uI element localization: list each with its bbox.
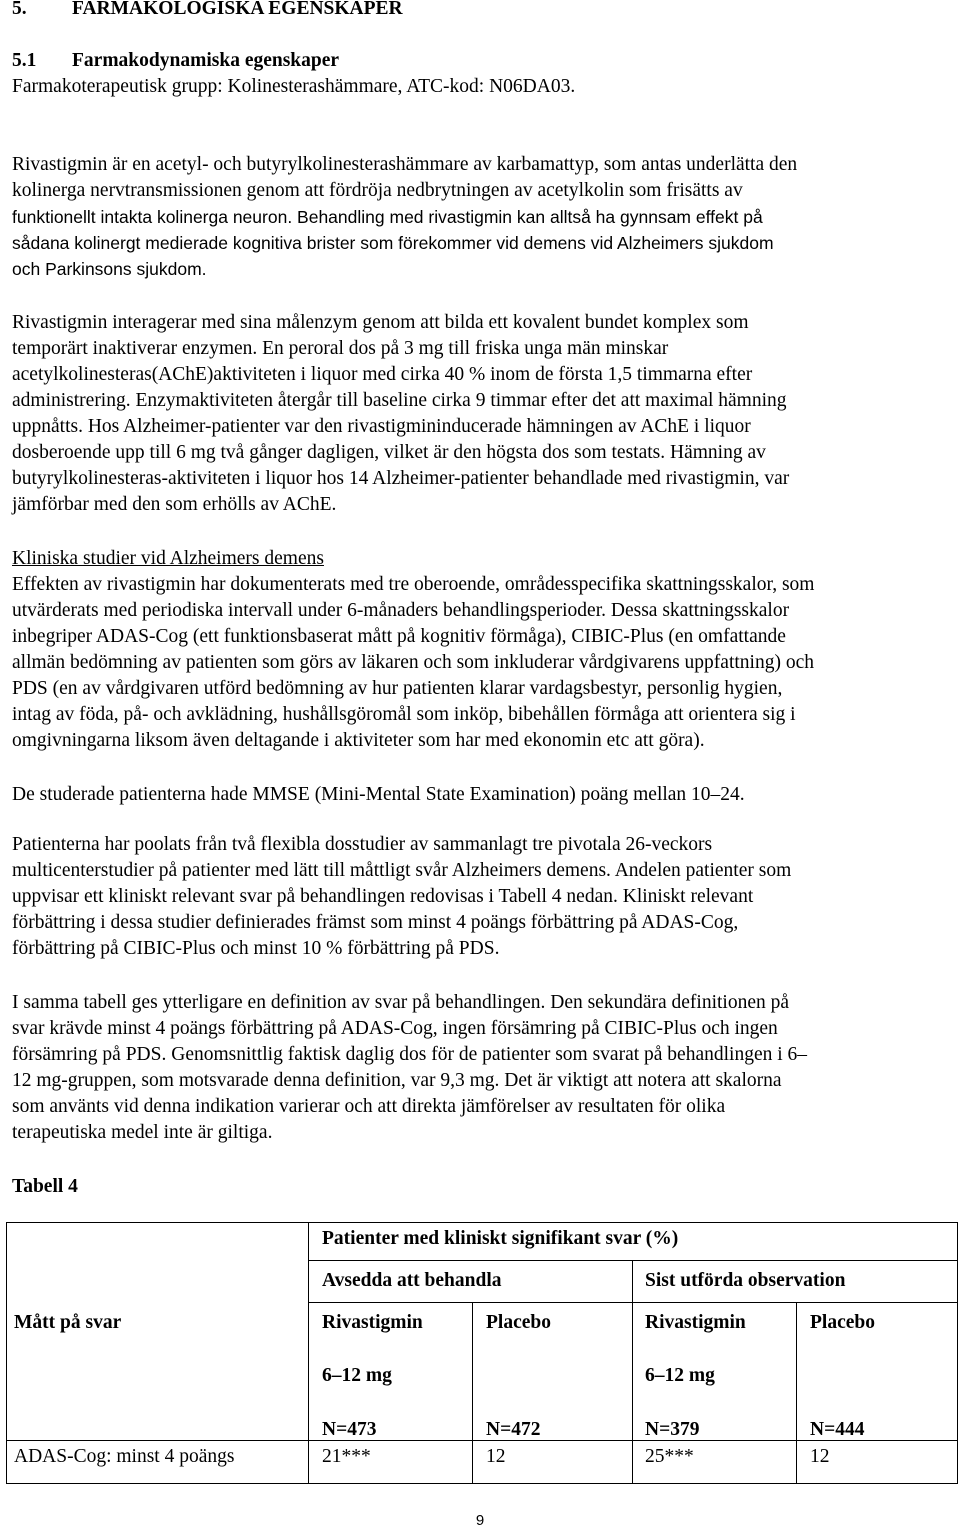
table-cell: 12 [486, 1446, 506, 1467]
para2-text: dosberoende upp till 6 mg två gånger dagligen, vilket är den högsta dos som testats. [12, 442, 666, 463]
table-header-main: Patienter med kliniskt signifikant svar (%) [322, 1228, 679, 1249]
row-label-header: Mått på svar [14, 1312, 122, 1333]
para1-line: kolinerga nervtransmissionen genom att fördröja nedbrytningen av acetylkolin som frisätts av [12, 180, 743, 201]
para6-line: 12 mg-gruppen, som motsvarade denna definition, var 9,3 mg. Det är viktigt att notera att skalorna [12, 1070, 782, 1091]
para3-line: intag av föda, på- och avklädning, hushållsgöromål som inköp, bibehållen förmåga att orientera sig i [12, 704, 796, 725]
col2-name: Placebo [486, 1312, 551, 1333]
para1-line: Rivastigmin är en acetyl- och butyrylkolinesterashämmare av karbamattyp, som antas underlätta den [12, 154, 798, 175]
table-border [6, 1483, 958, 1484]
table-group-itt: Avsedda att behandla [322, 1270, 502, 1291]
para3-line: PDS (en av vårdgivaren utförd bedömning av hur patienten klarar vardagsbestyr, personlig hygien, [12, 678, 783, 699]
table-border [308, 1302, 958, 1303]
para6-line: terapeutiska medel inte är giltiga. [12, 1122, 273, 1143]
para2-text: temporärt inaktiverar enzymen. [12, 338, 258, 359]
table-border [6, 1222, 958, 1223]
table-border [472, 1302, 473, 1484]
table-border [308, 1222, 309, 1484]
table-cell: 25*** [645, 1446, 694, 1467]
para6-line: som använts vid denna indikation varierar och att direkta jämförelser av resultaten för olika [12, 1096, 726, 1117]
para6-line: I samma tabell ges ytterligare en definition av svar på behandlingen. Den sekundära definitionen på [12, 992, 790, 1013]
pharmacotherapeutic-group: Farmakoterapeutisk grupp: Kolinesterashämmare, ATC-kod: N06DA03. [12, 76, 576, 97]
col1-dose: 6–12 mg [322, 1365, 392, 1386]
para2-line: jämförbar med den som erhölls av AChE. [12, 494, 337, 515]
table-title: Tabell 4 [12, 1176, 78, 1197]
para2-line [12, 414, 751, 440]
para5-line: multicenterstudier på patienter med lätt till måttligt svår Alzheimers demens. Andelen patienter som [12, 860, 792, 881]
para5-line: förbättring på CIBIC-Plus och minst 10 % förbättring på PDS. [12, 938, 500, 959]
para1-text: funktionellt intakta kolinerga neuron. [12, 207, 293, 227]
para5-line: Patienterna har poolats från två flexibla dosstudier av sammanlagt tre pivotala 26-veckors [12, 834, 713, 855]
para3-line: omgivningarna liksom även deltagande i aktiviteter som har med ekonomin etc att göra). [12, 730, 705, 751]
para3-line: allmän bedömning av patienten som görs av läkaren och som inkluderar vårdgivarens uppfattning) och [12, 652, 814, 673]
studies-heading: Kliniska studier vid Alzheimers demens [12, 548, 324, 569]
para2-line: butyrylkolinesteras-aktiviteten i liquor hos 14 Alzheimer-patienter behandlade med rivastigmin, var [12, 468, 790, 489]
col1-n: N=473 [322, 1419, 377, 1440]
subsection-title: Farmakodynamiska egenskaper [72, 50, 340, 71]
para3-line: utvärderats med periodiska intervall under 6-månaders behandlingsperioder. Dessa skattningsskalor [12, 600, 790, 621]
para1-line [12, 204, 763, 231]
table-cell: 21*** [322, 1446, 371, 1467]
para2-line: acetylkolinesteras(AChE)aktiviteten i liquor med cirka 40 % inom de första 1,5 timmarna efter [12, 364, 753, 385]
para3-line: Effekten av rivastigmin har dokumenterats med tre oberoende, områdesspecifika skattningsskalor, som [12, 574, 815, 595]
col4-name: Placebo [810, 1312, 875, 1333]
results-table [6, 1222, 958, 1484]
para6-line: svar krävde minst 4 poängs förbättring på ADAS-Cog, ingen försämring på CIBIC-Plus och ingen [12, 1018, 778, 1039]
para3-line: inbegriper ADAS-Cog (ett funktionsbaserat mått på kognitiv förmåga), CIBIC-Plus (en omfattande [12, 626, 786, 647]
para2-text: Hämning av [665, 442, 766, 463]
para2-line: Rivastigmin interagerar med sina målenzym genom att bilda ett kovalent bundet komplex som [12, 312, 749, 333]
section-heading [12, 0, 403, 22]
table-border [308, 1260, 958, 1261]
col3-dose: 6–12 mg [645, 1365, 715, 1386]
table-border [957, 1222, 958, 1484]
page-number: 9 [475, 1512, 485, 1529]
para2-text: administrering. [12, 390, 131, 411]
para2-text: Enzymaktiviteten återgår till baseline cirka 9 timmar efter det att maximal hämning [130, 390, 787, 411]
section-title: FARMAKOLOGISKA EGENSKAPER [72, 0, 403, 19]
table-row-label: ADAS-Cog: minst 4 poängs [14, 1446, 235, 1467]
table-group-locf: Sist utförda observation [645, 1270, 846, 1291]
para4: De studerade patienterna hade MMSE (Mini-Mental State Examination) poäng mellan 10–24. [12, 784, 745, 805]
col3-name: Rivastigmin [645, 1312, 746, 1333]
subsection-number: 5.1 [12, 50, 37, 71]
col1-name: Rivastigmin [322, 1312, 423, 1333]
table-cell: 12 [810, 1446, 830, 1467]
col2-n: N=472 [486, 1419, 541, 1440]
para6-line: försämring på PDS. Genomsnittlig faktisk daglig dos för de patienter som svarat på behandlingen i 6– [12, 1044, 808, 1065]
table-border [6, 1222, 7, 1484]
table-border [796, 1302, 797, 1484]
para1-text: Behandling med rivastigmin kan alltså ha gynnsam effekt på [292, 207, 763, 227]
section-number: 5. [12, 0, 27, 19]
para2-line [12, 388, 787, 414]
para1-line: och Parkinsons sjukdom. [12, 259, 207, 279]
para2-line [12, 336, 668, 362]
para5-line: förbättring i dessa studier definierades främst som minst 4 poängs förbättring på ADAS-Cog, [12, 912, 739, 933]
para1-line: sådana kolinergt medierade kognitiva brister som förekommer vid demens vid Alzheimers sjukdom [12, 233, 774, 253]
table-border [632, 1260, 633, 1484]
para5-line: uppvisar ett kliniskt relevant svar på behandlingen redovisas i Tabell 4 nedan. Kliniskt relevant [12, 886, 754, 907]
para2-text: uppnåtts. [12, 416, 83, 437]
col3-n: N=379 [645, 1419, 700, 1440]
subsection-heading [12, 48, 339, 74]
para2-line [12, 440, 766, 466]
para2-text: En peroral dos på 3 mg till friska unga män minskar [257, 338, 669, 359]
para2-text: Hos Alzheimer-patienter var den rivastigmininducerade hämningen av AChE i liquor [82, 416, 751, 437]
col4-n: N=444 [810, 1419, 865, 1440]
